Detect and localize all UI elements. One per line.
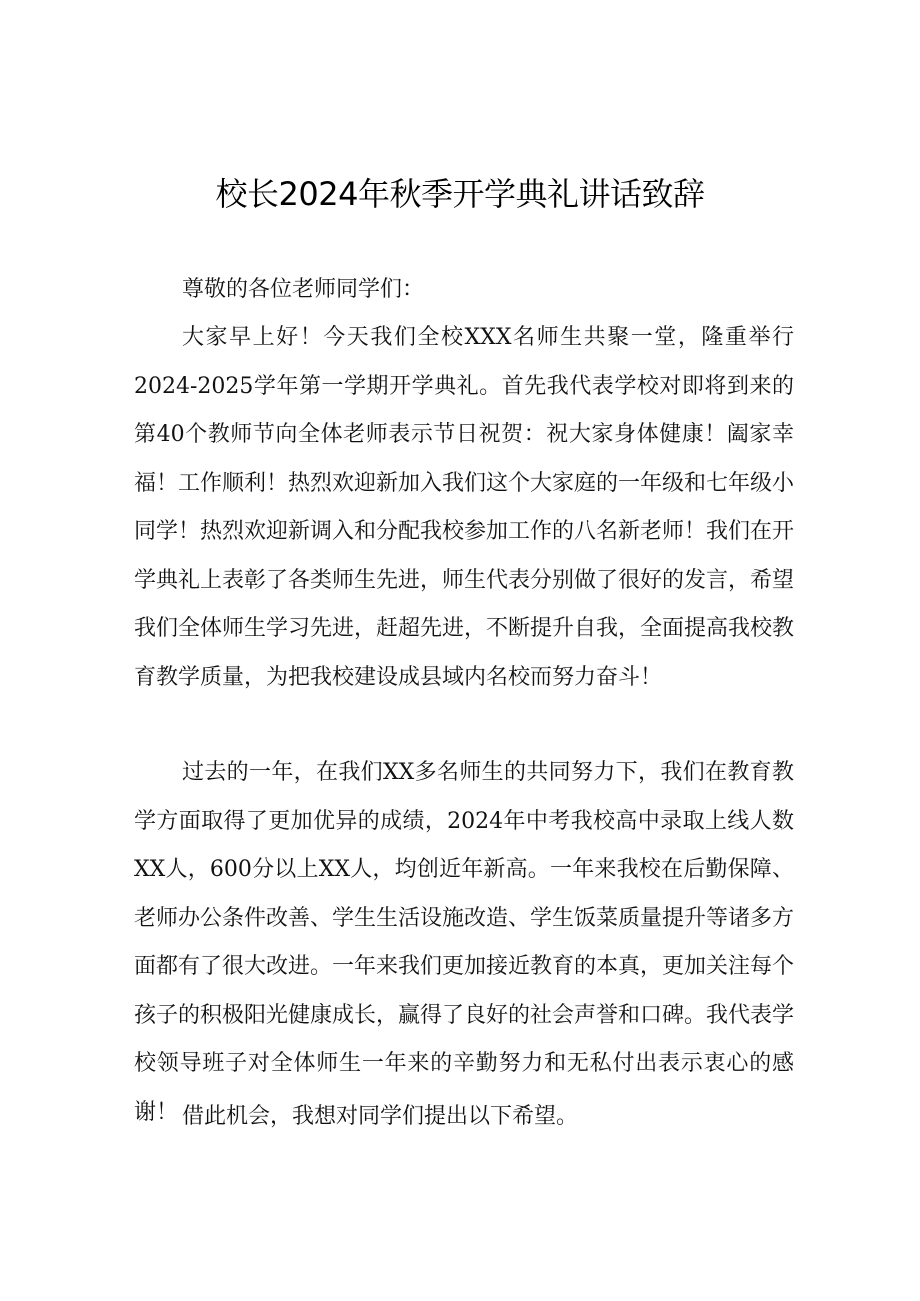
salutation: 尊敬的各位老师同学们： (182, 277, 425, 302)
paragraph: 过去的一年，在我们XX多名师生的共同努力下，我们在教育教学方面取得了更加优异的成绩，2024年中考我校高中录取上线人数XX人，600分以上XX人，均创近年新高。一年来我校在后勤保障、老师办公条件改善、学生生活设施改造、学生饭菜质量提升等诸多方面都有了很大改进。一年来我们更加接近教育的本真，更加关注每个孩子的积极阳光健康成长，赢得了良好的社会声誉和口碑。我代表学校领导班子对全体师生一年来的辛勤努力和无私付出表示衷心的感谢！ (134, 760, 795, 1125)
document-title: 校长2024年秋季开学典礼讲话致辞 (215, 175, 705, 213)
paragraph: 大家早上好！今天我们全校XXX名师生共聚一堂，隆重举行2024-2025学年第一学期开学典礼。首先我代表学校对即将到来的第40个教师节向全体老师表示节日祝贺：祝大家身体健康！阖家幸福！工作顺利！热烈欢迎新加入我们这个大家庭的一年级和七年级小同学！热烈欢迎新调入和分配我校参加工作的八名新老师！我们在开学典礼上表彰了各类师生先进，师生代表分别做了很好的发言，希望我们全体师生学习先进，赶超先进，不断提升自我，全面提高我校教育教学质量，为把我校建设成县域内名校而努力奋斗！ (134, 325, 795, 690)
paragraph: 借此机会，我想对同学们提出以下希望。 (182, 1104, 579, 1129)
